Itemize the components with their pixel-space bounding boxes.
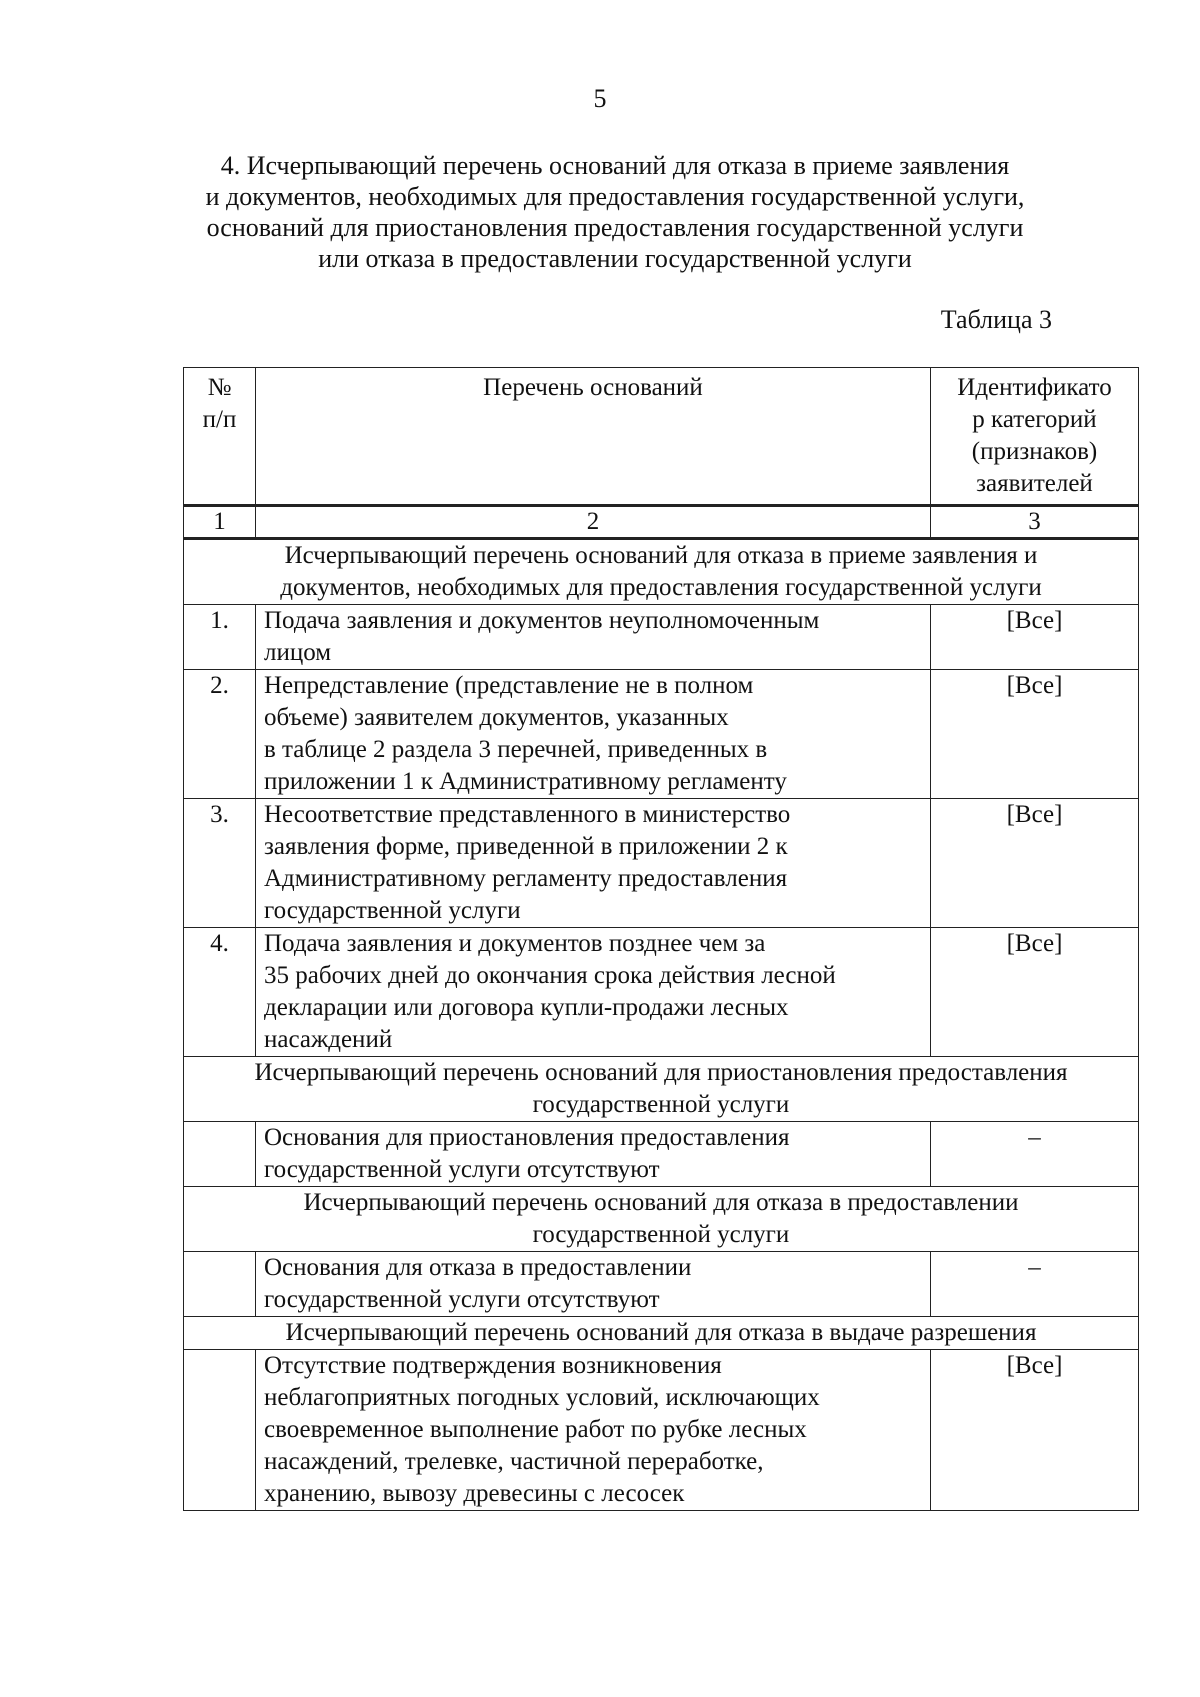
section-heading [180,150,1050,274]
row-text [256,1252,931,1317]
row-applicant-tag: [Все] [931,928,1139,1057]
page-number: 5 [593,84,607,113]
row-text-line: декларации или договора купли-продажи лесных [264,994,789,1021]
row-applicant-tag: [Все] [931,799,1139,928]
header-number-symbol: № [207,374,232,401]
column-numbers-row [184,506,1139,539]
heading-line: или отказа в предоставлении государственной услуги [318,244,912,273]
header-identifier-line: (признаков) [971,438,1098,465]
section-title [184,539,1139,605]
section-title [184,1317,1139,1350]
row-text-line: Подача заявления и документов неуполномоченным [264,607,820,634]
heading-line: оснований для приостановления предоставления государственной услуги [206,213,1024,242]
section-title-line: Исчерпывающий перечень оснований для отказа в приеме заявления и [284,542,1038,569]
row-text-line: неблагоприятных погодных условий, исключающих [264,1384,820,1411]
row-text-line: Основания для отказа в предоставлении [264,1254,692,1281]
row-text-line: заявления форме, приведенной в приложении 2 к [264,833,788,860]
header-identifier-line: р категорий [972,406,1097,433]
row-text-line: приложении 1 к Административному регламенту [264,768,787,795]
row-number [184,1122,256,1187]
section-title [184,1057,1139,1122]
heading-line: 4. Исчерпывающий перечень оснований для отказа в приеме заявления [220,151,1010,180]
header-grounds-cell: Перечень оснований [256,368,931,506]
table-row [184,670,1139,799]
section-title-line: документов, необходимых для предоставления государственной услуги [280,574,1042,601]
section-title-row [184,1187,1139,1252]
row-number [184,1350,256,1511]
row-text-line: Несоответствие представленного в министерство [264,801,791,828]
section-title-line: Исчерпывающий перечень оснований для приостановления предоставления [254,1059,1068,1086]
row-text-line: Непредставление (представление не в полном [264,672,754,699]
section-title-line: Исчерпывающий перечень оснований для отказа в выдаче разрешения [285,1319,1037,1346]
table-row [184,1350,1139,1511]
row-applicant-tag: [Все] [931,670,1139,799]
header-identifier-line: заявителей [976,470,1093,497]
row-number: 4. [184,928,256,1057]
header-identifier-line: Идентификато [957,374,1112,401]
row-text-line: в таблице 2 раздела 3 перечней, приведенных в [264,736,768,763]
row-text-line: своевременное выполнение работ по рубке лесных [264,1416,807,1443]
header-number-abbrev: п/п [202,406,237,433]
row-text-line: Отсутствие подтверждения возникновения [264,1352,722,1379]
table-row [184,928,1139,1057]
row-text [256,1122,931,1187]
table-row [184,1122,1139,1187]
row-applicant-tag: – [931,1122,1139,1187]
section-title-line: Исчерпывающий перечень оснований для отказа в предоставлении [303,1189,1019,1216]
section-title [184,1187,1139,1252]
row-text [256,670,931,799]
row-text-line: государственной услуги отсутствуют [264,1286,660,1313]
row-text-line: государственной услуги отсутствуют [264,1156,660,1183]
table-header-row [184,368,1139,506]
header-number-cell [184,368,256,506]
row-applicant-tag: [Все] [931,605,1139,670]
heading-line: и документов, необходимых для предоставления государственной услуги, [205,182,1025,211]
table-caption: Таблица 3 [940,305,1052,334]
table-row [184,1252,1139,1317]
row-number: 1. [184,605,256,670]
row-text [256,1350,931,1511]
row-text-line: Административному регламенту предоставления [264,865,788,892]
grounds-table [183,367,1139,1511]
section-title-row [184,1057,1139,1122]
row-text [256,928,931,1057]
row-applicant-tag: – [931,1252,1139,1317]
header-identifier-cell [931,368,1139,506]
row-text-line: объеме) заявителем документов, указанных [264,704,729,731]
row-number [184,1252,256,1317]
column-number: 3 [931,506,1139,539]
row-text [256,605,931,670]
row-number: 2. [184,670,256,799]
row-text [256,799,931,928]
row-text-line: государственной услуги [264,897,521,924]
row-text-line: лицом [264,639,332,666]
row-text-line: Подача заявления и документов позднее чем за [264,930,766,957]
section-title-row [184,539,1139,605]
section-title-line: государственной услуги [532,1091,790,1118]
row-text-line: хранению, вывозу древесины с лесосек [264,1480,685,1507]
row-applicant-tag: [Все] [931,1350,1139,1511]
row-text-line: Основания для приостановления предоставления [264,1124,790,1151]
section-title-line: государственной услуги [532,1221,790,1248]
table-row [184,605,1139,670]
section-title-row [184,1317,1139,1350]
column-number: 2 [256,506,931,539]
row-number: 3. [184,799,256,928]
table-row [184,799,1139,928]
row-text-line: насаждений [264,1026,393,1053]
column-number: 1 [184,506,256,539]
row-text-line: насаждений, трелевке, частичной переработке, [264,1448,764,1475]
row-text-line: 35 рабочих дней до окончания срока действия лесной [264,962,836,989]
